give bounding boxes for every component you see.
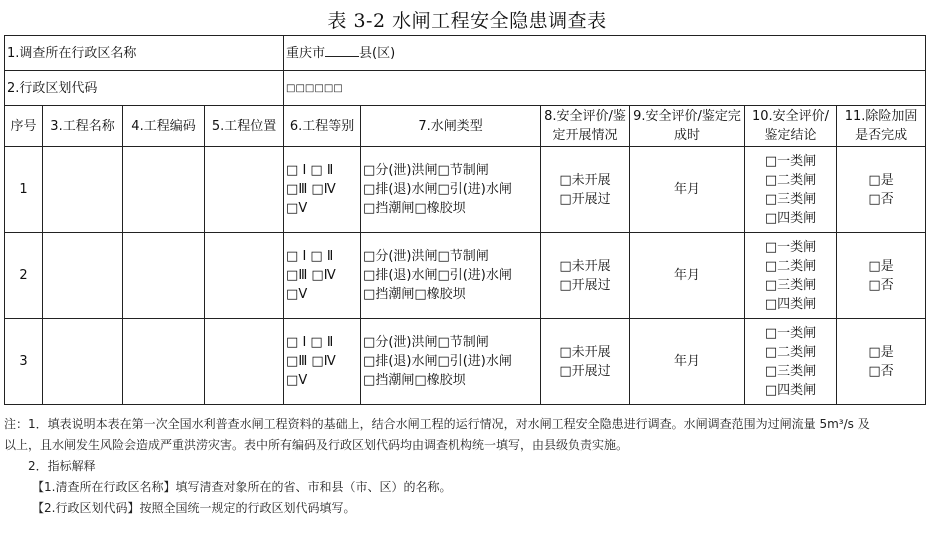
gate-type-option[interactable]: □挡潮闸□橡胶坝 (363, 287, 466, 302)
grade-option[interactable]: □ Ⅰ □ Ⅱ (286, 163, 334, 178)
grade-option[interactable]: □ Ⅰ □ Ⅱ (286, 249, 334, 264)
gate-type-options[interactable] (361, 319, 541, 405)
table-row (5, 233, 926, 319)
conclusion-options[interactable] (745, 319, 837, 405)
note-subheading: 2．指标解释 (28, 459, 96, 473)
conclusion-option[interactable]: □三类闸 (764, 277, 817, 293)
eval-time-cell[interactable]: 年月 (630, 147, 745, 233)
header-eval-time: 9.安全评价/鉴定完成时 (630, 106, 745, 147)
gate-type-option[interactable]: □分(泄)洪闸□节制闸 (363, 249, 489, 264)
grade-options[interactable] (284, 233, 361, 319)
grade-option[interactable]: □Ⅲ □Ⅳ (286, 354, 336, 369)
grade-options[interactable] (284, 319, 361, 405)
header-project-location: 5.工程位置 (205, 106, 284, 147)
notes-section (4, 414, 932, 519)
project-code-cell[interactable] (123, 147, 205, 233)
gate-type-option[interactable]: □排(退)水闸□引(进)水闸 (363, 182, 512, 197)
grade-option[interactable]: □Ⅲ □Ⅳ (286, 182, 336, 197)
note-line: 注：1．填表说明本表在第一次全国水利普查水闸工程资料的基础上，结合水闸工程的运行情况，对水闸工程安全隐患进行调查。水闸调查范围为过闸流量 5m³/s 及 (4, 417, 870, 431)
region-county-text: 县(区) (359, 45, 396, 61)
eval-status-option[interactable]: □开展过 (559, 277, 611, 293)
gate-type-option[interactable]: □挡潮闸□橡胶坝 (363, 201, 466, 216)
conclusion-options[interactable] (745, 147, 837, 233)
eval-time-cell[interactable]: 年月 (630, 233, 745, 319)
grade-option[interactable]: □Ⅴ (286, 373, 308, 388)
eval-status-option[interactable]: □未开展 (559, 172, 611, 188)
header-eval-status: 8.安全评价/鉴定开展情况 (541, 106, 630, 147)
reinforce-options[interactable] (837, 233, 926, 319)
form-title: 表 3-2 水闸工程安全隐患调查表 (327, 10, 607, 32)
header-gate-type: 7.水闸类型 (361, 106, 541, 147)
region-city-text: 重庆市 (286, 45, 326, 61)
header-eval-conclusion: 10.安全评价/鉴定结论 (745, 106, 837, 147)
county-blank-line (325, 44, 359, 57)
gate-type-option[interactable]: □排(退)水闸□引(进)水闸 (363, 354, 512, 369)
conclusion-option[interactable]: □四类闸 (764, 382, 817, 398)
note-line: 【2.行政区划代码】按照全国统一规定的行政区划代码填写。 (32, 501, 356, 515)
table-row (5, 147, 926, 233)
gate-type-options[interactable] (361, 147, 541, 233)
table-row (5, 319, 926, 405)
eval-status-option[interactable]: □开展过 (559, 363, 611, 379)
header-seq: 序号 (5, 106, 43, 147)
header-reinforce-done: 11.除险加固是否完成 (837, 106, 926, 147)
conclusion-options[interactable] (745, 233, 837, 319)
header-project-name: 3.工程名称 (43, 106, 123, 147)
project-location-cell[interactable] (205, 233, 284, 319)
grade-option[interactable]: □Ⅲ □Ⅳ (286, 268, 336, 283)
eval-status-options[interactable] (541, 319, 630, 405)
project-code-cell[interactable] (123, 319, 205, 405)
reinforce-option[interactable]: □否 (868, 191, 894, 207)
conclusion-option[interactable]: □二类闸 (764, 258, 817, 274)
conclusion-option[interactable]: □二类闸 (764, 344, 817, 360)
conclusion-option[interactable]: □三类闸 (764, 191, 817, 207)
conclusion-option[interactable]: □一类闸 (764, 325, 817, 341)
note-line: 以上，且水闸发生风险会造成严重洪涝灾害。表中所有编码及行政区划代码均由调查机构统一填写，由县级负责实施。 (4, 438, 629, 452)
project-name-cell[interactable] (43, 319, 123, 405)
header-project-grade: 6.工程等别 (284, 106, 361, 147)
eval-status-options[interactable] (541, 233, 630, 319)
reinforce-option[interactable]: □否 (868, 363, 894, 379)
region-code-label: 2.行政区划代码 (5, 71, 284, 106)
row-number: 3 (5, 319, 43, 405)
eval-status-option[interactable]: □开展过 (559, 191, 611, 207)
eval-time-cell[interactable]: 年月 (630, 319, 745, 405)
reinforce-option[interactable]: □是 (868, 172, 894, 188)
conclusion-option[interactable]: □四类闸 (764, 296, 817, 312)
conclusion-option[interactable]: □一类闸 (764, 239, 817, 255)
project-code-cell[interactable] (123, 233, 205, 319)
reinforce-option[interactable]: □是 (868, 258, 894, 274)
survey-table (4, 35, 926, 405)
eval-status-options[interactable] (541, 147, 630, 233)
reinforce-option[interactable]: □否 (868, 277, 894, 293)
gate-type-option[interactable]: □分(泄)洪闸□节制闸 (363, 335, 489, 350)
header-project-code: 4.工程编码 (123, 106, 205, 147)
region-code-field[interactable]: □□□□□□ (284, 71, 926, 106)
gate-type-options[interactable] (361, 233, 541, 319)
conclusion-option[interactable]: □四类闸 (764, 210, 817, 226)
project-name-cell[interactable] (43, 233, 123, 319)
grade-option[interactable]: □Ⅴ (286, 201, 308, 216)
project-location-cell[interactable] (205, 319, 284, 405)
conclusion-option[interactable]: □二类闸 (764, 172, 817, 188)
project-location-cell[interactable] (205, 147, 284, 233)
reinforce-options[interactable] (837, 147, 926, 233)
row-number: 1 (5, 147, 43, 233)
grade-option[interactable]: □Ⅴ (286, 287, 308, 302)
region-name-field[interactable] (284, 36, 926, 71)
reinforce-option[interactable]: □是 (868, 344, 894, 360)
project-name-cell[interactable] (43, 147, 123, 233)
grade-option[interactable]: □ Ⅰ □ Ⅱ (286, 335, 334, 350)
row-number: 2 (5, 233, 43, 319)
eval-status-option[interactable]: □未开展 (559, 344, 611, 360)
reinforce-options[interactable] (837, 319, 926, 405)
eval-status-option[interactable]: □未开展 (559, 258, 611, 274)
conclusion-option[interactable]: □三类闸 (764, 363, 817, 379)
region-name-label: 1.调查所在行政区名称 (5, 36, 284, 71)
gate-type-option[interactable]: □分(泄)洪闸□节制闸 (363, 163, 489, 178)
note-line: 【1.清查所在行政区名称】填写清查对象所在的省、市和县（市、区）的名称。 (32, 480, 452, 494)
grade-options[interactable] (284, 147, 361, 233)
gate-type-option[interactable]: □排(退)水闸□引(进)水闸 (363, 268, 512, 283)
gate-type-option[interactable]: □挡潮闸□橡胶坝 (363, 373, 466, 388)
conclusion-option[interactable]: □一类闸 (764, 153, 817, 169)
